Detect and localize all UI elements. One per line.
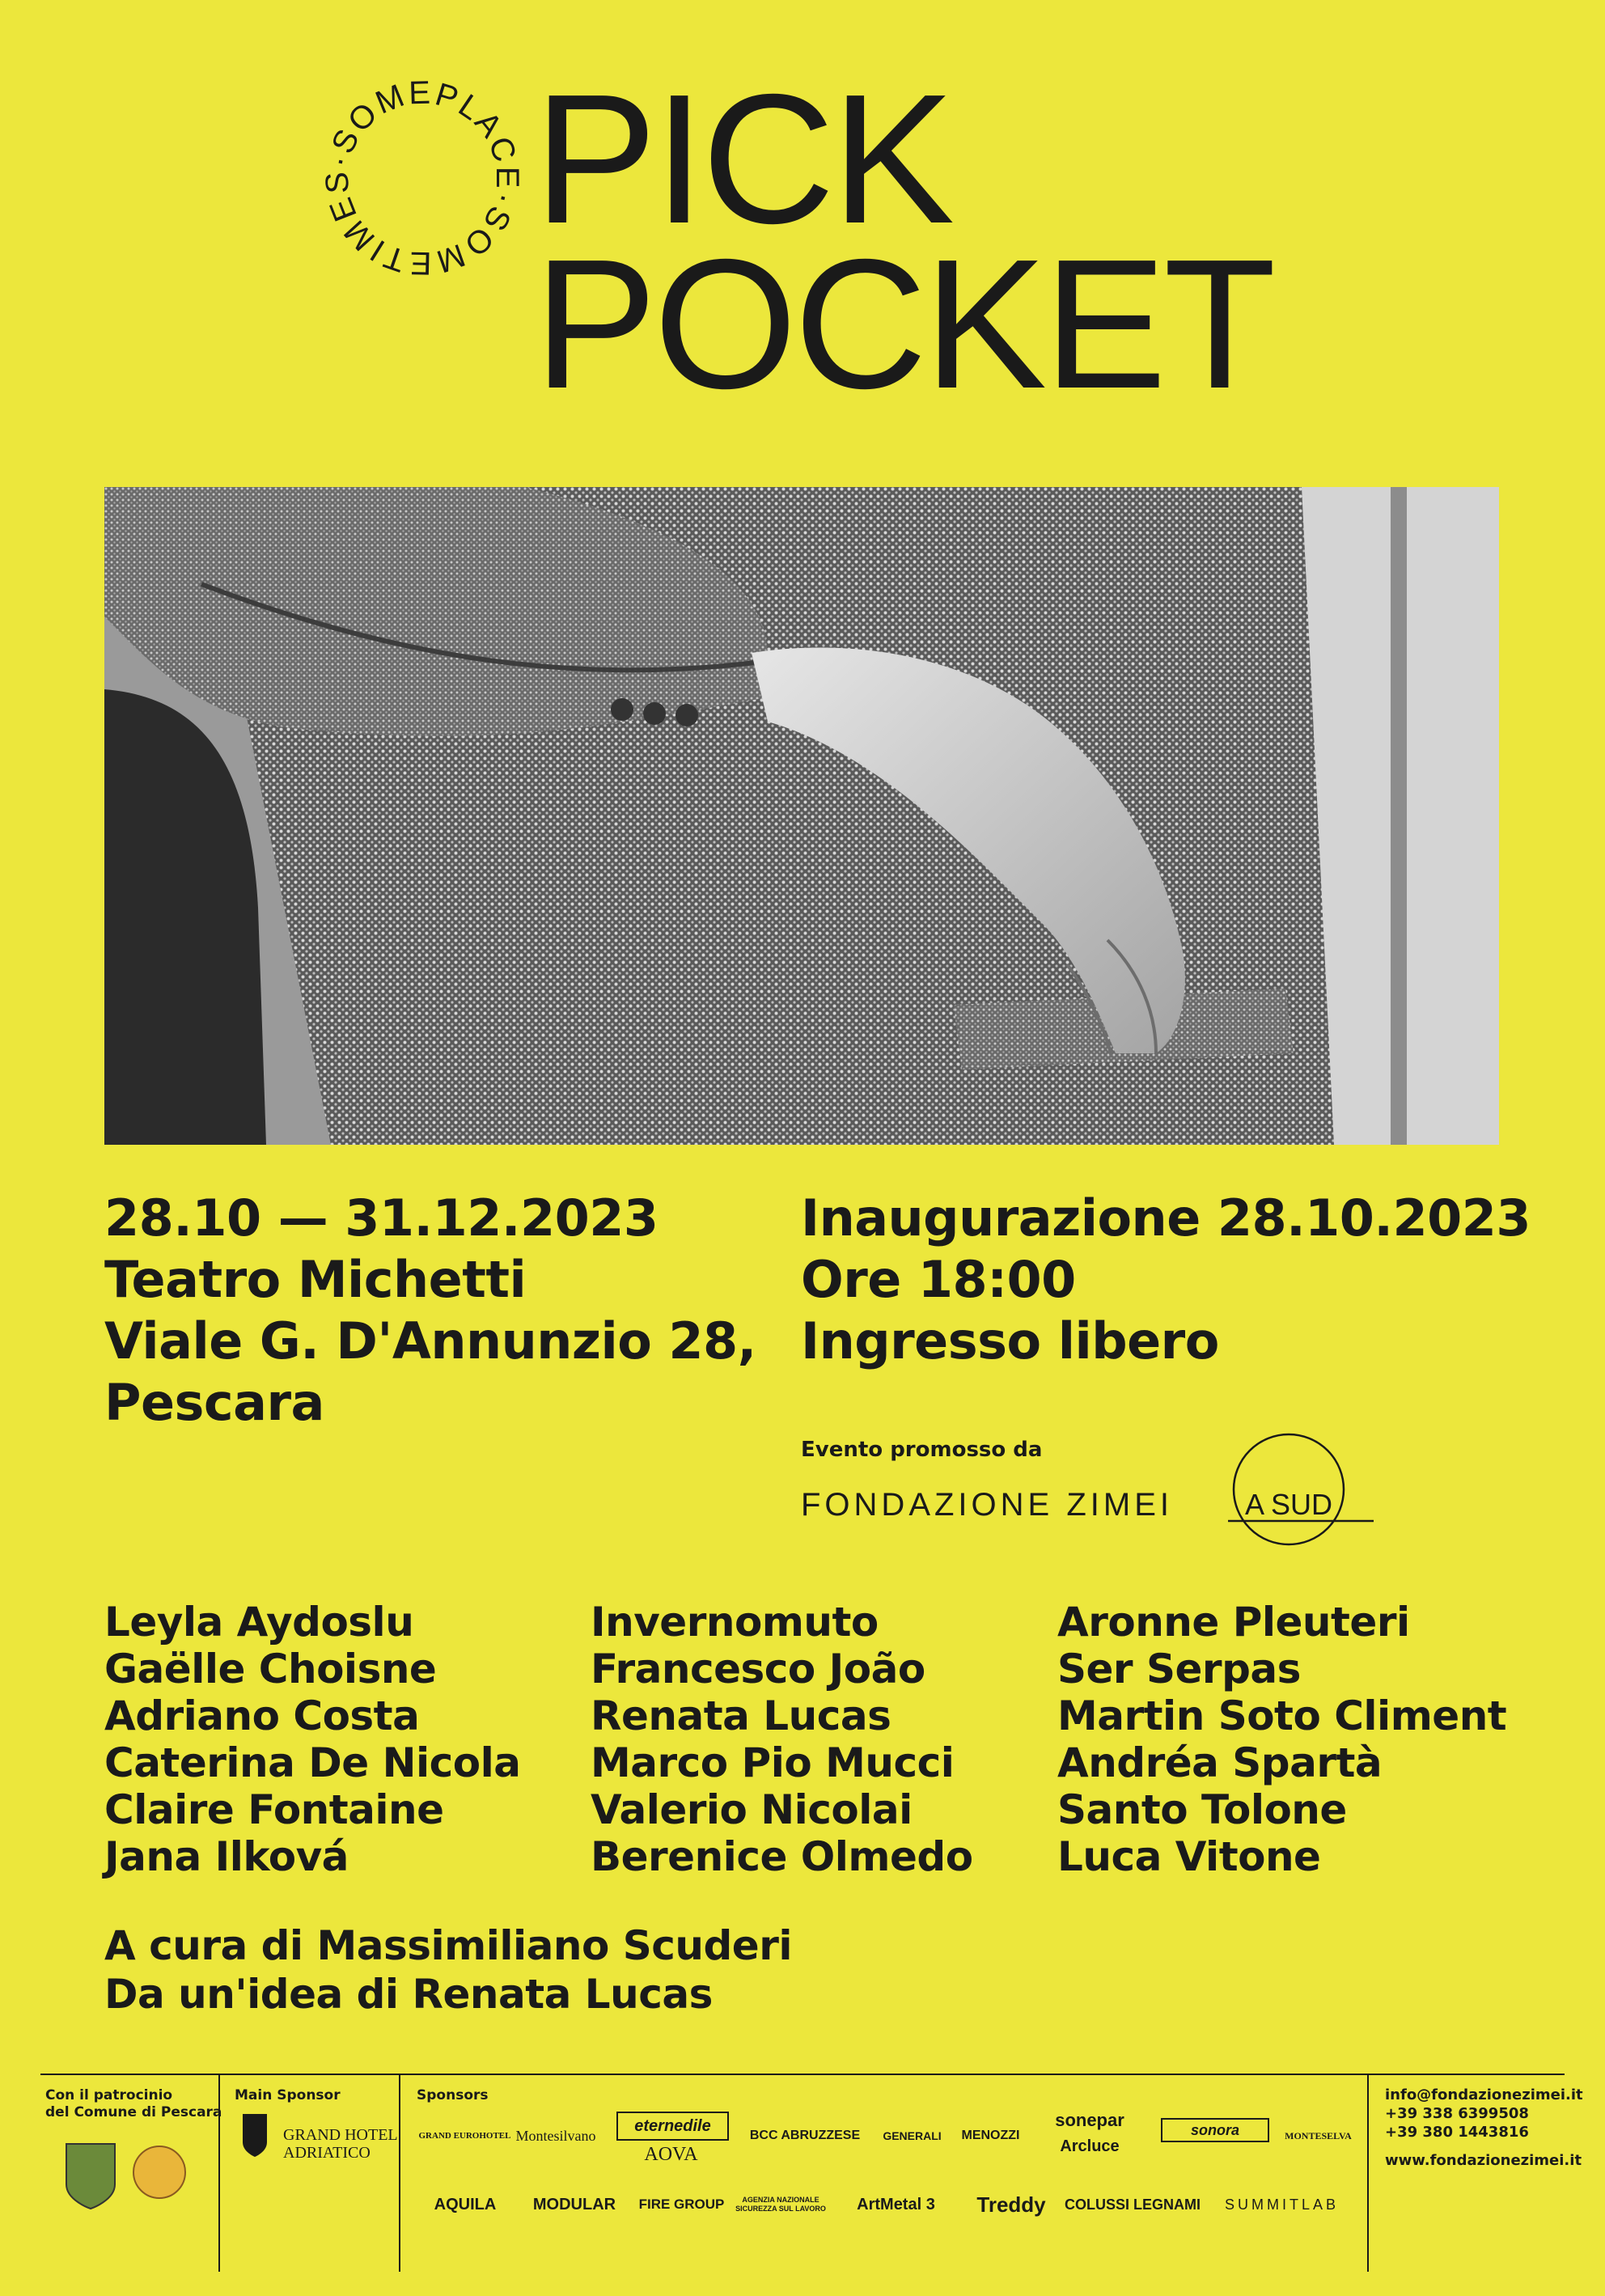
artists-column-2: [591, 1599, 973, 1880]
sponsor-logo: sonepar: [1055, 2110, 1124, 2130]
fondazione-zimei-logo: FONDAZIONE ZIMEI: [801, 1487, 1173, 1523]
svg-text:SOMETIMES·SOMEPLACE·: [317, 73, 527, 283]
patronage-line-1: Con il patrocinio: [45, 2087, 173, 2103]
patronage-line-2: del Comune di Pescara: [45, 2104, 222, 2120]
artist-name: Martin Soto Climent: [1057, 1692, 1507, 1739]
sponsor-logo: AQUILA: [434, 2195, 497, 2213]
entry-info: Ingresso libero: [801, 1311, 1219, 1370]
inauguration-date: Inaugurazione 28.10.2023: [801, 1188, 1531, 1248]
artist-name: Invernomuto: [591, 1599, 879, 1646]
main-sponsor-name-1: GRAND HOTEL: [283, 2126, 398, 2144]
artist-name: Renata Lucas: [591, 1692, 891, 1739]
inauguration-info: [801, 1188, 1531, 1372]
sponsor-logo: GRAND EUROHOTEL: [418, 2131, 511, 2141]
venue-name: Teatro Michetti: [104, 1250, 527, 1309]
sponsor-logo: Montesilvano: [515, 2127, 596, 2144]
sponsor-logo: Arcluce: [1060, 2137, 1120, 2155]
sponsor-logo: FIRE GROUP: [638, 2196, 725, 2212]
pickpocket-photo: [104, 487, 1499, 1145]
sponsors-label: Sponsors: [417, 2087, 489, 2103]
artist-name: Claire Fontaine: [104, 1786, 444, 1833]
circle-logo-text: SOMETIMES·SOMEPLACE·: [319, 74, 526, 282]
patronage-label: [45, 2087, 222, 2121]
artists-column-3: [1057, 1599, 1506, 1880]
contact-info: [1385, 2086, 1583, 2170]
title-line-2: POCKET: [534, 222, 1273, 427]
sponsor-logo: MONTESELVA: [1285, 2129, 1352, 2141]
contact-phone: +39 380 1443816: [1385, 2124, 1529, 2141]
grand-hotel-adriatico-logo: [283, 2126, 398, 2162]
sponsor-logo: sonora: [1161, 2118, 1269, 2142]
comune-pescara-crest-icon: [50, 2128, 196, 2217]
contact-phone: +39 338 6399508: [1385, 2105, 1529, 2122]
title-line-1: PICK: [534, 57, 952, 262]
footer-divider: [40, 2074, 1565, 2075]
artists-column-1: [104, 1599, 520, 1880]
artist-name: Luca Vitone: [1057, 1833, 1321, 1880]
sponsor-logo: COLUSSI LEGNAMI: [1064, 2196, 1201, 2213]
artist-name: Leyla Aydoslu: [104, 1599, 414, 1646]
circle-text-logo: [317, 73, 527, 283]
idea-line: Da un'idea di Renata Lucas: [104, 1971, 713, 2018]
artist-name: Jana Ilková: [104, 1833, 349, 1880]
grand-hotel-crest-icon: [239, 2110, 271, 2158]
a-sud-logo: [1228, 1430, 1374, 1556]
sponsor-logo: SUMMITLAB: [1224, 2196, 1339, 2213]
venue-address: Viale G. D'Annunzio 28,: [104, 1311, 756, 1370]
artist-name: Valerio Nicolai: [591, 1786, 913, 1833]
artist-name: Aronne Pleuteri: [1057, 1599, 1410, 1646]
artist-name: Gaëlle Choisne: [104, 1646, 437, 1692]
sponsor-logo: BCC ABRUZZESE: [749, 2129, 861, 2142]
sponsor-logo: AGENZIA NAZIONALE SICUREZZA SUL LAVORO: [735, 2196, 826, 2213]
sponsor-logo: MENOZZI: [961, 2129, 1020, 2142]
artist-name: Caterina De Nicola: [104, 1739, 521, 1786]
sponsor-logo: Treddy: [976, 2192, 1046, 2217]
main-sponsor-label: Main Sponsor: [235, 2087, 341, 2103]
contact-website[interactable]: www.fondazionezimei.it: [1385, 2152, 1582, 2169]
artist-name: Francesco João: [591, 1646, 925, 1692]
poster-title: [534, 57, 1273, 427]
curators: [104, 1921, 792, 2019]
main-sponsor-name-2: ADRIATICO: [283, 2144, 371, 2162]
contact-email[interactable]: info@fondazionezimei.it: [1385, 2086, 1583, 2103]
sponsor-logo: MODULAR: [532, 2195, 616, 2213]
footer-separator: [399, 2074, 400, 2272]
sponsor-logo: GENERALI: [883, 2129, 942, 2142]
exhibition-dates: 28.10 — 31.12.2023: [104, 1188, 659, 1248]
sponsor-logo: ArtMetal 3: [857, 2195, 935, 2213]
sponsor-logo: eternedile: [616, 2112, 729, 2141]
artist-name: Santo Tolone: [1057, 1786, 1347, 1833]
artist-name: Ser Serpas: [1057, 1646, 1301, 1692]
inauguration-time: Ore 18:00: [801, 1250, 1076, 1309]
sponsor-logo: AOVA: [644, 2143, 698, 2165]
footer-separator: [1367, 2074, 1369, 2272]
a-sud-text: A SUD: [1244, 1488, 1333, 1521]
venue-city: Pescara: [104, 1373, 324, 1432]
exhibition-info: [104, 1188, 756, 1434]
artist-name: Berenice Olmedo: [591, 1833, 973, 1880]
promoted-by-label: Evento promosso da: [801, 1438, 1043, 1462]
artist-name: Adriano Costa: [104, 1692, 420, 1739]
artist-name: Marco Pio Mucci: [591, 1739, 955, 1786]
artist-name: Andréa Spartà: [1057, 1739, 1383, 1786]
curator-line: A cura di Massimiliano Scuderi: [104, 1922, 792, 1969]
